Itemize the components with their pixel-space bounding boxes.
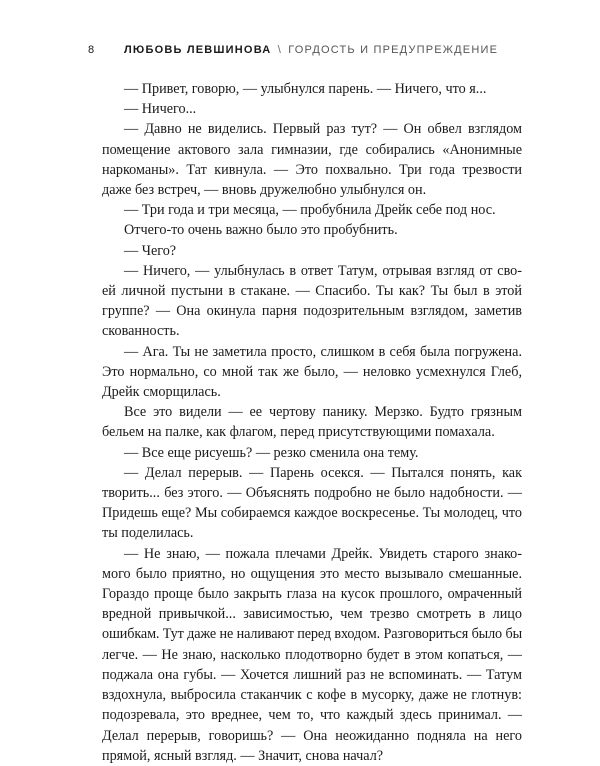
text-line: ты поделилась. <box>102 525 194 542</box>
text-line: прямой, ясный взгляд. — Значит, снова начал? <box>102 747 384 764</box>
text-line: ей личной пустыни в стакане. — Спасибо. Ты как? Ты был в этой <box>102 283 522 300</box>
text-line: мого было приятно, но ощущения это место вызывало смешанные. <box>102 565 522 582</box>
text-line: поджала она губы. — Хочется лишний раз не вспоминать. — Татум <box>102 666 522 683</box>
text-line: — Не знаю, — пожала плечами Дрейк. Увидеть старого знако- <box>124 545 522 562</box>
header-separator: \ <box>277 44 282 56</box>
text-line: — Все еще рисуешь? — резко сменила она тему. <box>124 444 419 461</box>
text-line: творить... без этого. — Объяснять подробно не было надобности. — <box>102 485 522 502</box>
text-line: скованность. <box>102 323 180 340</box>
text-line: Отчего-то очень важно было это пробубнить. <box>124 222 398 239</box>
text-line: группе? — Она окинула парня подозрительным взглядом, заметив <box>102 303 522 320</box>
text-line: — Привет, говорю, — улыбнулся парень. — Ничего, что я... <box>124 81 487 97</box>
text-line: подозревала, это вреднее, чем то, что каждый здесь принимал. — <box>102 707 522 724</box>
text-line: вредной привычкой... зависимостью, чем трезво смотреть в лицо <box>102 606 522 623</box>
page-number: 8 <box>88 44 95 56</box>
header-book-title: ГОРДОСТЬ И ПРЕДУПРЕЖДЕНИЕ <box>288 44 499 56</box>
text-line: — Ага. Ты не заметила просто, слишком в себя была погружена. <box>124 343 522 360</box>
text-line: Придешь еще? Мы собираемся каждое воскресенье. Ты молодец, что <box>102 505 522 522</box>
text-line: Это нормально, со мной так же было, — неловко усмехнулся Глеб, <box>102 363 522 380</box>
text-line: — Три года и три месяца, — пробубнила Дрейк себе под нос. <box>124 202 496 219</box>
text-line: — Давно не виделись. Первый раз тут? — Он обвел взглядом <box>124 121 522 138</box>
text-line: — Ничего, — улыбнулась в ответ Татум, отрывая взгляд от сво- <box>124 262 522 279</box>
text-line: — Ничего... <box>124 101 197 118</box>
text-line: Делал перерыв, говоришь? — Она неожиданно подняла на него <box>102 727 522 744</box>
text-line: помещение актового зала гимназии, где собирались «Анонимные <box>102 141 522 158</box>
body-text <box>102 79 522 766</box>
text-line: Гораздо проще было закрыть глаза на кусок прошлого, омраченный <box>102 586 522 603</box>
text-line: наркоманы». Тат кивнула. — Это похвально. Три года трезвости <box>102 161 522 178</box>
text-line: Все это видели — ее чертову панику. Мерзко. Будто грязным <box>124 404 522 421</box>
text-line: даже без встреч, — вновь дружелюбно улыбнулся он. <box>102 182 427 199</box>
text-line: бельем на палке, как флагом, перед присутствующими помахала. <box>102 424 495 441</box>
text-line: Дрейк сморщилась. <box>102 384 221 401</box>
text-line: легче. — Не знаю, насколько плодотворно будет в этом копаться, — <box>102 646 522 663</box>
text-line: — Чего? <box>124 242 177 259</box>
text-line: ошибкам. Тут даже не наливают перед входом. Разговориться было бы <box>102 626 522 643</box>
header-author: ЛЮБОВЬ ЛЕВШИНОВА <box>124 44 272 56</box>
running-header <box>124 44 524 56</box>
text-line: — Делал перерыв. — Парень осекся. — Пытался понять, как <box>124 464 522 481</box>
text-line: вздохнула, выбросила стаканчик с кофе в мусорку, даже не глотнув: <box>102 687 522 704</box>
